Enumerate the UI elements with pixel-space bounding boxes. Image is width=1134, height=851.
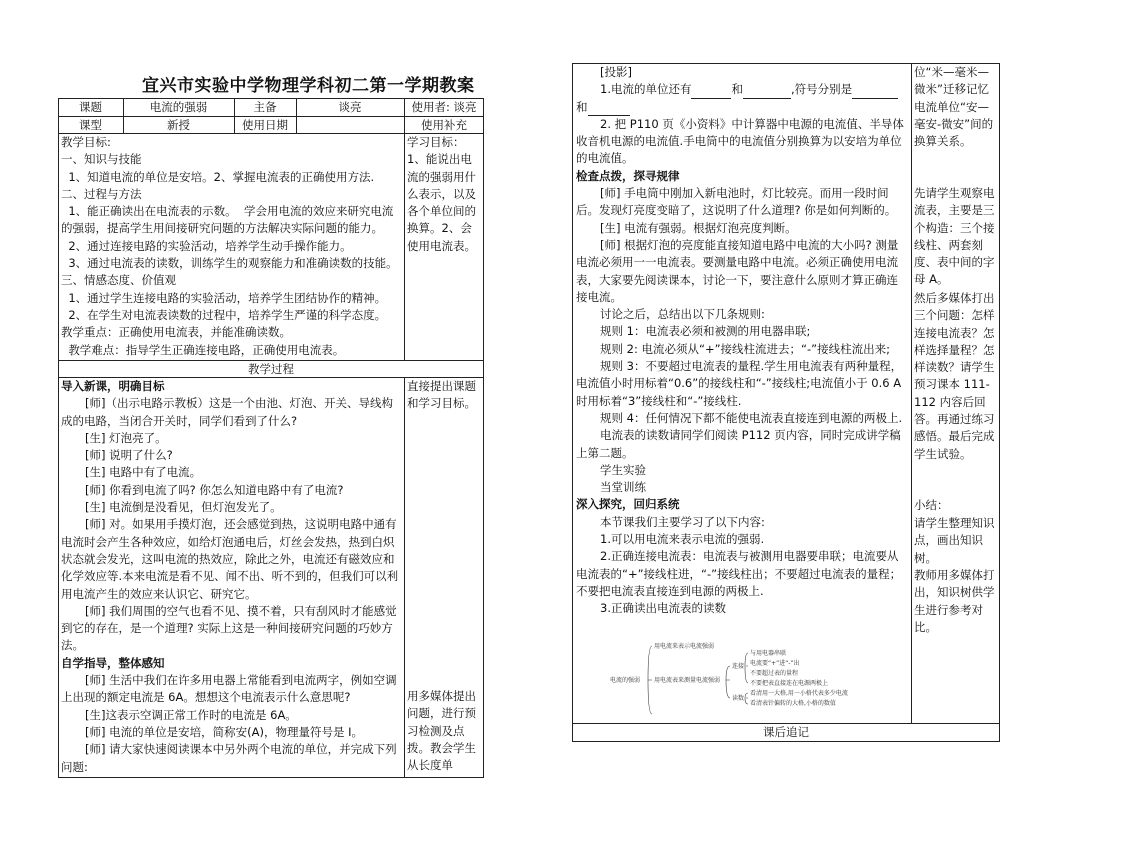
left-note-1: 直接提出课题和学习目标。 <box>407 379 476 411</box>
tree-leaf-5: 看清用一大格,用一小格代表多少电流 <box>750 690 848 697</box>
dialogue-line: [师] 对。如果用手摸灯泡，还会感觉到热，这说明电路中通有电流时会产生各种效应，如给灯泡通电后，灯丝会发热，热到白炽状态就会发光，这叫电流的热效应，除此之外，电流还有磁效应和化学效应等.本来电流是看不见、闻不出、听不到的，但我们可以利用电流产生的效应来认识它、研究它。 <box>61 517 399 601</box>
objective-line: 教学目标: <box>61 135 111 149</box>
objective-line: 三、情感态度、价值观 <box>61 273 176 288</box>
dialogue-line: [师] 根据灯泡的亮度能直接知道电路中电流的大小吗? 测量电流必须用一一电流表。要测量电路中电流。必须正确使用电流表，大家要先阅读课本，讨论一下，要注意什么原则才算正确连接电流。 <box>576 237 899 304</box>
dialogue-line: [生]这表示空调正常工作时的电流是 6A。 <box>85 707 297 722</box>
answer-blank[interactable] <box>691 86 731 99</box>
dialogue-line: 当堂训练 <box>600 480 646 495</box>
question-1-text: 1.电流的单位还有 <box>600 82 692 97</box>
question-1-text: 和 <box>731 82 743 97</box>
answer-blank[interactable] <box>852 86 898 99</box>
header-date-value <box>296 117 404 133</box>
header-user: 使用者: 谈亮 <box>411 100 477 114</box>
left-note-2: 用多媒体提出问题，进行预习检测及点拨。教会学生从长度单 <box>407 689 476 773</box>
dialogue-line: [师] 电流的单位是安培，简称安(A)，物理量符号是 I。 <box>85 724 364 739</box>
page-title: 宜兴市实验中学物理学科初二第一学期教案 <box>142 76 475 96</box>
dialogue-line: 规则 4：任何情况下都不能使电流表直接连到电源的两极上. <box>600 410 903 425</box>
dialogue-line: [生] 灯泡亮了。 <box>85 430 167 445</box>
tree-group-read: 读数 <box>732 695 745 702</box>
right-note-middle: 先请学生观察电流表，主要是三个构造：三个接线柱、两套刻度、表中间的字母 A。 <box>914 186 995 287</box>
right-note-summary-label: 小结： <box>914 498 949 512</box>
section-heading: 深入探究，回归系统 <box>576 497 680 512</box>
dialogue-line: 规则 3：不要超过电流表的量程.学生用电流表有两种量程，电流值小时用标着“0.6”的接线柱和“-”接线柱;电流值小于 0.6 A 时用标着“3”接线柱和“-”接线柱. <box>576 359 903 408</box>
header-date-label: 使用日期 <box>242 118 288 132</box>
section-heading: 检查点拨，探寻规律 <box>576 168 680 183</box>
question-1-text: 和 <box>576 99 588 114</box>
dialogue-line: [师] 我们周围的空气也看不见、摸不着，只有刮风时才能感觉到它的存在，是一个道理? 实际上这是一种间接研究问题的巧妙方法。 <box>61 603 397 653</box>
objective-line: 一、知识与技能 <box>61 152 142 167</box>
right-note-summary: 请学生整理知识点，画出知识树。 <box>914 516 995 565</box>
dialogue-line: [师] 生活中我们在许多用电器上常能看到电流两字，例如空调上出现的额定电流是 6A。想想这个电流表示什么意思呢? <box>61 673 397 705</box>
dialogue-line: [师] 说明了什么? <box>85 448 173 463</box>
left-process-content <box>61 378 402 777</box>
tree-branch-2: 用电流表来测量电流强弱 <box>654 677 721 684</box>
header-lead-value: 谈亮 <box>338 100 362 114</box>
right-note-top: 位“米—毫米—微米”迁移记忆电流单位“安—毫安-微安”间的换算关系。 <box>914 65 994 149</box>
objective-line: 1、知道电流的单位是安培。2、掌握电流表的正确使用方法. <box>61 169 375 184</box>
objective-line: 1、能正确读出在电流表的示数。 学会用电流的效应来研究电流的强弱，提高学生用间接研究问题的方法解决实际问题的能力。 <box>61 204 394 236</box>
answer-blank[interactable] <box>743 86 791 99</box>
answer-blank[interactable] <box>588 103 630 116</box>
tree-branch-1: 用电流来表示电流强弱 <box>654 643 715 650</box>
objective-line: 1、通过学生连接电路的实验活动，培养学生团结协作的精神。 <box>61 290 387 305</box>
dialogue-line: 讨论之后，总结出以下几条规则: <box>600 307 765 322</box>
objective-line: 2、通过连接电路的实验活动，培养学生动手操作能力。 <box>61 238 352 253</box>
dialogue-line: [师] 手电筒中刚加入新电池时，灯比较亮。而用一段时间后。发现灯亮度变暗了，这说明了什么道理? 你是如何判断的。 <box>576 186 897 218</box>
summary-line: 本节课我们主要学习了以下内容: <box>600 514 765 529</box>
objective-line: 教学重点：正确使用电流表，并能准确读数。 <box>61 325 291 340</box>
dialogue-line: [师] 请大家快速阅读课本中另外两个电流的单位，并完成下列问题: <box>61 742 397 774</box>
question-1 <box>576 81 908 116</box>
dialogue-line: [师]（出示电路示教板）这是一个由池、灯泡、开关、导线构成的电路，当闭合开关时，同学们看到了什么? <box>61 396 393 428</box>
process-label: 教学过程 <box>248 362 294 376</box>
right-note-summary-2: 教师用多媒体打出，知识树供学生进行参考对比。 <box>914 568 995 634</box>
dialogue-line: 学生实验 <box>600 462 646 477</box>
projection-label: [投影] <box>600 65 632 79</box>
header-topic-value: 电流的强弱 <box>149 100 208 114</box>
tree-leaf-4: 不要把表直接连在电源两极上 <box>750 680 829 687</box>
tree-leaf-3: 不要超过表的量程 <box>750 670 799 677</box>
question-2: 2. 把 P110 页《小资料》中计算器中电源的电流值、半导体收音机电源的电流值.手电筒中的电流值分别换算为以安培为单位的电流值。 <box>576 116 904 166</box>
section-heading: 自学指导，整体感知 <box>61 655 165 670</box>
summary-line: 1.可以用电流来表示电流的强弱. <box>600 532 765 547</box>
objective-line: 二、过程与方法 <box>61 186 142 201</box>
summary-line: 2.正确连接电流表：电流表与被测用电器要串联；电流要从电流表的“+”接线柱进，“-”接线柱出；不要超过电流表的量程；不要把电流表直接连到电源的两极上. <box>576 549 902 598</box>
dialogue-line: [生] 电路中有了电流。 <box>85 465 202 480</box>
knowledge-tree-diagram <box>608 638 908 720</box>
tree-root: 电流的强弱 <box>610 677 641 684</box>
section-heading: 导入新课，明确目标 <box>61 379 165 393</box>
tree-leaf-2: 电流要“+”进“-”出 <box>750 660 800 667</box>
header-topic-label: 课题 <box>79 100 102 114</box>
tree-leaf-6: 看清表针偏转的大格,小格的数值 <box>750 700 836 707</box>
dialogue-line: [生] 电流倒是没看见，但灯泡发光了。 <box>85 500 282 515</box>
dialogue-line: [师] 你看到电流了吗? 你怎么知道电路中有了电流? <box>85 482 344 497</box>
dialogue-line: 规则 1：电流表必须和被测的用电器串联; <box>600 324 811 339</box>
teaching-objectives <box>61 134 401 360</box>
tree-group-connect: 连接 <box>732 663 745 670</box>
question-1-text: ,符号分别是 <box>790 82 853 97</box>
study-goal: 学习目标：1、能说出电流的强弱用什么表示，以及各个单位间的换算。2、会使用电流表。 <box>407 135 476 253</box>
header-supplement: 使用补充 <box>421 118 467 132</box>
tree-leaf-1: 与用电器串联 <box>750 650 787 657</box>
objective-line: 3、通过电流表的读数，训练学生的观察能力和准确读数的技能。 <box>61 256 398 271</box>
header-type-label: 课型 <box>79 118 102 132</box>
dialogue-line: [生] 电流有强弱。根据灯泡亮度判断。 <box>600 220 797 235</box>
objective-line: 2、在学生对电流表读数的过程中，培养学生严谨的科学态度。 <box>61 307 387 322</box>
right-process-content <box>576 64 908 636</box>
dialogue-line: 规则 2: 电流必须从“+”接线柱流进去；“-”接线柱流出来; <box>600 341 890 356</box>
header-type-value: 新授 <box>167 118 190 132</box>
right-note-middle-2: 然后多媒体打出三个问题：怎样连接电流表？怎样选择量程？怎样读数？请学生预习课本 111-112 内容后回答。再通过练习感悟。最后完成学生试验。 <box>914 291 995 461</box>
objective-line: 教学难点：指导学生正确连接电路，正确使用电流表。 <box>61 342 345 357</box>
summary-line: 3.正确读出电流表的读数 <box>600 601 726 616</box>
header-lead-label: 主备 <box>253 100 277 114</box>
after-class-notes-label: 课后追记 <box>763 725 809 739</box>
dialogue-line: 电流表的读数请同学们阅读 P112 页内容，同时完成讲学稿上第二题。 <box>576 428 901 460</box>
